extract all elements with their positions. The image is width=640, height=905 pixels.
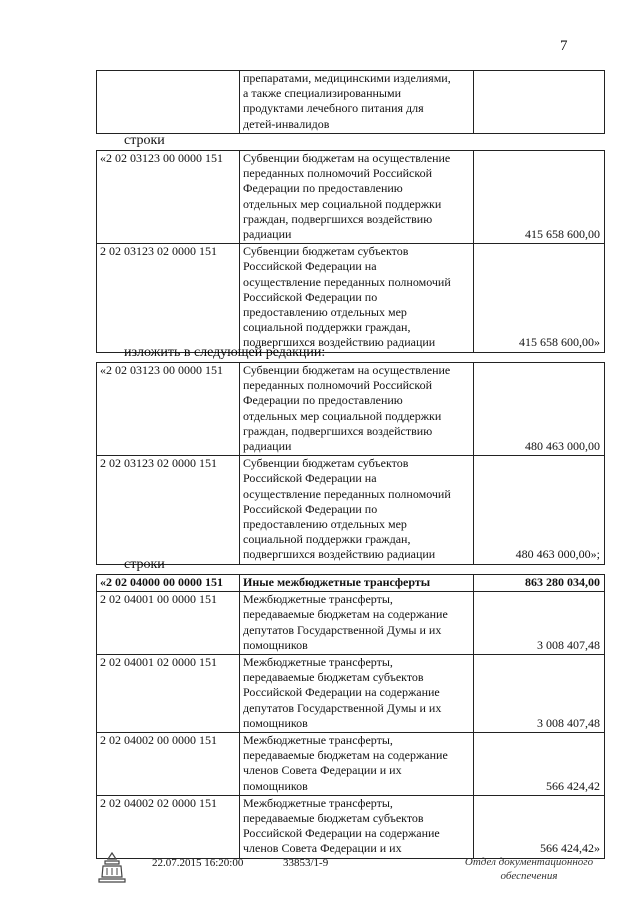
name-line: депутатов Государственной Думы и их: [243, 622, 442, 637]
name-line: продуктами лечебного питания для: [243, 101, 424, 116]
code-cell: 2 02 03123 02 0000 151: [97, 456, 240, 564]
name-line: граждан, подвергшихся воздействию: [243, 211, 433, 226]
new-lines-table: [96, 362, 605, 565]
name-cell: [240, 151, 474, 244]
name-line: передаваемые бюджетам на содержание: [243, 607, 448, 622]
name-line: помощников: [243, 637, 308, 652]
table-row: [97, 151, 605, 244]
name-cell: [240, 71, 474, 134]
name-line: Субвенции бюджетам на осуществление: [243, 363, 451, 377]
name-line: членов Совета Федерации и их: [243, 841, 402, 856]
old-lines-table: [96, 150, 605, 353]
name-line: переданных полномочий Российской: [243, 378, 432, 393]
amount-cell: 3 008 407,48: [474, 592, 605, 655]
name-line: переданных полномочий Российской: [243, 166, 432, 181]
name-cell: [240, 655, 474, 733]
name-line: препаратами, медицинскими изделиями,: [243, 71, 451, 85]
code-cell: 2 02 04001 00 0000 151: [97, 592, 240, 655]
name-line: Федерации по предоставлению: [243, 181, 403, 196]
name-line: членов Совета Федерации и их: [243, 763, 402, 778]
caption-edit-as: изложить в следующей редакции:: [124, 345, 326, 360]
table-row: [97, 655, 605, 733]
table-row: [97, 71, 605, 134]
name-line: отдельных мер социальной поддержки: [243, 196, 442, 211]
name-line: Российской Федерации по: [243, 289, 378, 304]
code-cell: 2 02 04002 00 0000 151: [97, 733, 240, 796]
name-cell: [240, 244, 474, 352]
name-line: предоставлению отдельных мер: [243, 305, 407, 320]
name-line: передаваемые бюджетам субъектов: [243, 811, 424, 826]
name-line: социальной поддержки граждан,: [243, 532, 411, 547]
code-cell: [97, 71, 240, 134]
table-row: [97, 244, 605, 352]
code-cell: «2 02 03123 00 0000 151: [97, 151, 240, 244]
footer-doc-number: 33853/1-9: [283, 857, 329, 869]
name-line: Российской Федерации по: [243, 501, 378, 516]
name-line: Российской Федерации на: [243, 471, 377, 486]
caption-lines: строки: [124, 133, 165, 148]
code-cell: 2 02 03123 02 0000 151: [97, 244, 240, 352]
name-cell: [240, 456, 474, 564]
transfers-table: [96, 574, 605, 859]
name-line: Российской Федерации на: [243, 259, 377, 274]
name-line: детей-инвалидов: [243, 116, 330, 131]
name-line: передаваемые бюджетам на содержание: [243, 748, 448, 763]
name-line: Межбюджетные трансферты,: [243, 655, 393, 670]
name-line: Субвенции бюджетам субъектов: [243, 244, 409, 259]
amount-cell: 863 280 034,00: [474, 575, 605, 592]
amount-cell: 3 008 407,48: [474, 655, 605, 733]
name-line: помощников: [243, 715, 308, 730]
name-line: Субвенции бюджетам на осуществление: [243, 151, 451, 165]
footer-datetime: 22.07.2015 16:20:00: [152, 857, 244, 869]
name-cell: [240, 363, 474, 456]
amount-cell: 480 463 000,00»;: [474, 456, 605, 564]
name-line: Межбюджетные трансферты,: [243, 592, 393, 607]
emblem-logo-icon: [95, 850, 129, 886]
stamp-line: обеспечения: [500, 870, 558, 882]
continuation-table: [96, 70, 605, 134]
table-row: [97, 363, 605, 456]
name-line: депутатов Государственной Думы и их: [243, 700, 442, 715]
name-line: радиации: [243, 439, 292, 454]
code-cell: «2 02 03123 00 0000 151: [97, 363, 240, 456]
name-line: Субвенции бюджетам субъектов: [243, 456, 409, 471]
table-row: [97, 575, 605, 592]
table-row: [97, 733, 605, 796]
name-line: Иные межбюджетные трансферты: [243, 575, 431, 589]
amount-cell: [474, 71, 605, 134]
table-row: [97, 795, 605, 858]
table-row: [97, 592, 605, 655]
name-line: осуществление переданных полномочий: [243, 486, 451, 501]
stamp: [454, 855, 604, 883]
code-cell: 2 02 04001 02 0000 151: [97, 655, 240, 733]
name-line: Российской Федерации на содержание: [243, 685, 440, 700]
amount-cell: 566 424,42: [474, 733, 605, 796]
caption-lines-2: строки: [124, 557, 165, 572]
name-line: радиации: [243, 227, 292, 242]
name-line: подвергшихся воздействию радиации: [243, 547, 436, 562]
amount-cell: 480 463 000,00: [474, 363, 605, 456]
name-line: граждан, подвергшихся воздействию: [243, 423, 433, 438]
stamp-line: Отдел документационного: [464, 856, 594, 868]
amount-cell: 566 424,42»: [474, 795, 605, 858]
name-line: а также специализированными: [243, 86, 402, 101]
amount-cell: 415 658 600,00: [474, 151, 605, 244]
name-cell: [240, 733, 474, 796]
name-line: Межбюджетные трансферты,: [243, 795, 393, 810]
page-number: 7: [560, 38, 568, 54]
name-line: отдельных мер социальной поддержки: [243, 408, 442, 423]
name-line: осуществление переданных полномочий: [243, 274, 451, 289]
name-line: Межбюджетные трансферты,: [243, 733, 393, 748]
name-line: помощников: [243, 778, 308, 793]
name-line: Российской Федерации на содержание: [243, 826, 440, 841]
amount-cell: 415 658 600,00»: [474, 244, 605, 352]
name-line: социальной поддержки граждан,: [243, 320, 411, 335]
name-cell: [240, 592, 474, 655]
name-line: подвергшихся воздействию радиации: [243, 335, 436, 350]
name-line: Федерации по предоставлению: [243, 393, 403, 408]
code-cell: «2 02 04000 00 0000 151: [97, 575, 240, 592]
name-cell: [240, 575, 474, 592]
name-line: предоставлению отдельных мер: [243, 517, 407, 532]
table-row: [97, 456, 605, 564]
name-cell: [240, 795, 474, 858]
name-line: передаваемые бюджетам субъектов: [243, 670, 424, 685]
code-cell: 2 02 04002 02 0000 151: [97, 795, 240, 858]
